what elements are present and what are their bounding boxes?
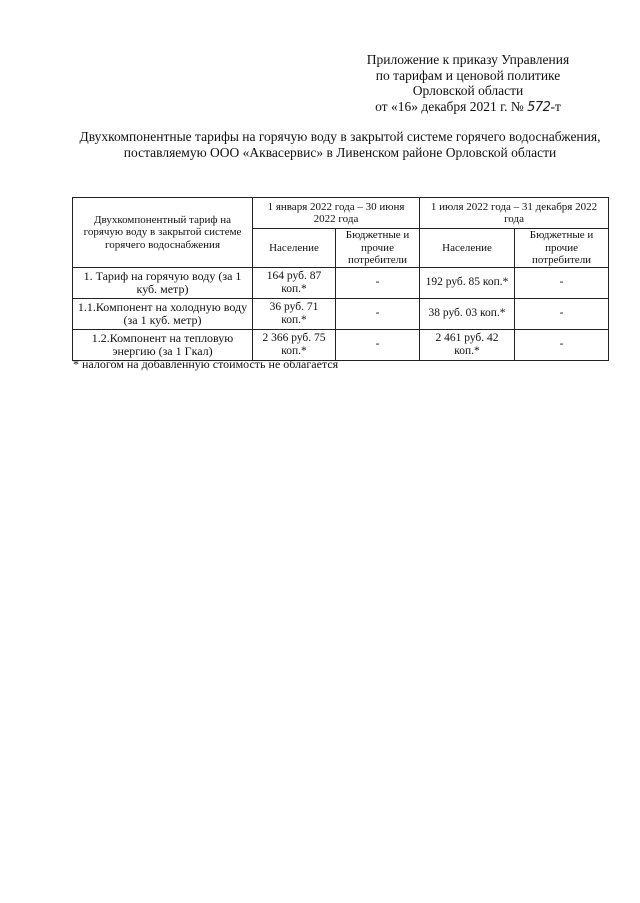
order-suffix: -т xyxy=(550,98,561,114)
cell-h1-population: 36 руб. 71 коп.* xyxy=(253,298,336,329)
cell-h2-population: 192 руб. 85 коп.* xyxy=(420,267,515,298)
row-label: 1.1.Компонент на холодную воду (за 1 куб. метр) xyxy=(73,298,253,329)
document-title: Двухкомпонентные тарифы на горячую воду в закрытой системе горячего водоснабжения, поставляемую ООО «Аквасервис» в Ливенском районе Орловской области xyxy=(79,129,601,160)
footnote: * налогом на добавленную стоимость не облагается xyxy=(73,357,339,371)
cell-h2-budget: - xyxy=(515,267,609,298)
subheader-budget-h2: Бюджетные и прочие потребители xyxy=(515,229,609,268)
period-header-h1: 1 января 2022 года – 30 июня 2022 года xyxy=(253,198,420,229)
cell-h2-budget: - xyxy=(515,329,609,360)
cell-h2-population: 38 руб. 03 коп.* xyxy=(420,298,515,329)
period-header-h2: 1 июля 2022 года – 31 декабря 2022 года xyxy=(420,198,609,229)
tariff-table xyxy=(72,197,609,361)
table-row xyxy=(73,298,609,329)
cell-h1-population: 164 руб. 87 коп.* xyxy=(253,267,336,298)
appendix-line-2: по тарифам и ценовой политике xyxy=(375,67,561,83)
subheader-population-h1: Население xyxy=(253,229,336,268)
appendix-date: от «16» декабря 2021 г. № xyxy=(375,98,524,114)
cell-h1-budget: - xyxy=(336,267,420,298)
row-label: 1. Тариф на горячую воду (за 1 куб. метр) xyxy=(73,267,253,298)
subheader-budget-h1: Бюджетные и прочие потребители xyxy=(336,229,420,268)
order-number-handwritten: 572 xyxy=(527,99,551,115)
row-label: 1.2.Компонент на тепловую энергию (за 1 Гкал) xyxy=(73,329,253,360)
table-row xyxy=(73,329,609,360)
corner-header: Двухкомпонентный тариф на горячую воду в закрытой системе горячего водоснабжения xyxy=(73,198,253,268)
cell-h2-population: 2 461 руб. 42 коп.* xyxy=(420,329,515,360)
appendix-line-1: Приложение к приказу Управления xyxy=(366,52,570,67)
appendix-date-line xyxy=(330,99,606,116)
cell-h1-budget: - xyxy=(336,298,420,329)
cell-h2-budget: - xyxy=(515,298,609,329)
appendix-line-3: Орловской области xyxy=(412,83,524,98)
cell-h1-budget: - xyxy=(336,329,420,360)
table-row xyxy=(73,267,609,298)
cell-h1-population: 2 366 руб. 75 коп.* xyxy=(253,329,336,360)
subheader-population-h2: Население xyxy=(420,229,515,268)
appendix-header xyxy=(330,52,606,115)
